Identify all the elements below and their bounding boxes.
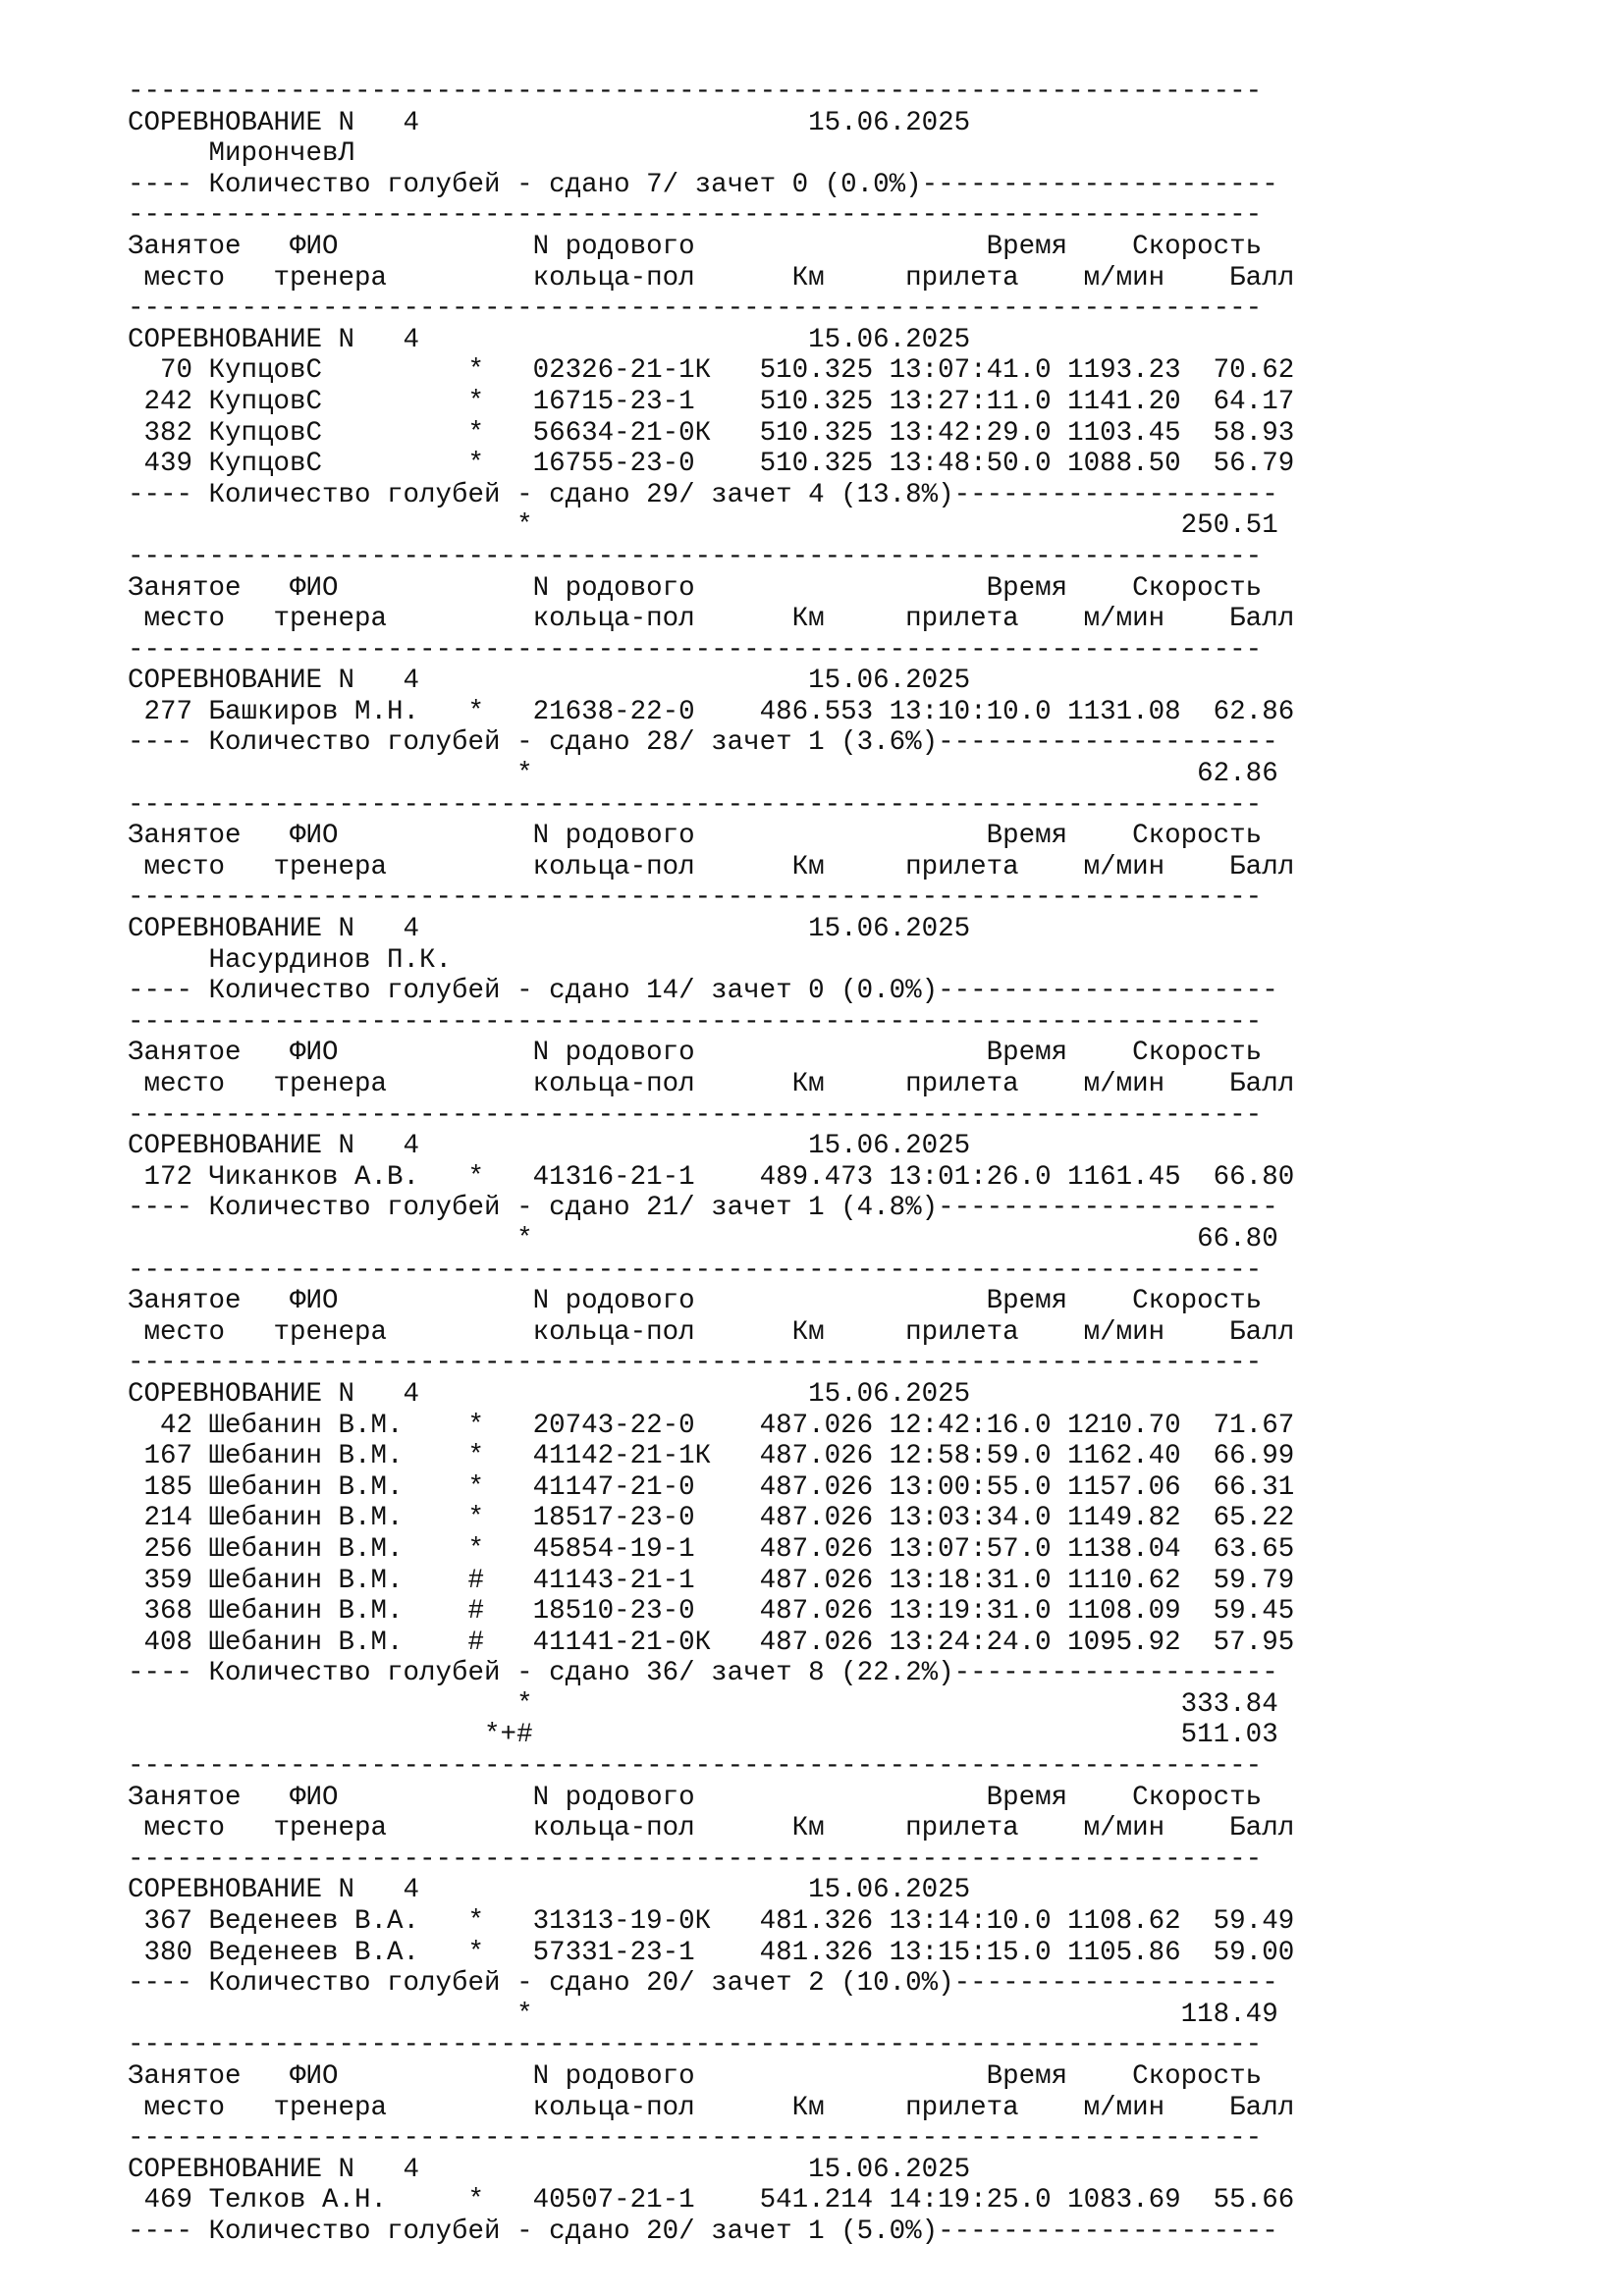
- result-row: 167 Шебанин В.М. * 41142-21-1К 487.026 12:58:59.0 1162.40 66.99: [128, 1441, 1295, 1472]
- table-header-row-2: место тренера кольца-пол Км прилета м/мин Балл: [128, 604, 1295, 635]
- separator-line: ----------------------------------------------------------------------: [128, 1099, 1263, 1131]
- table-header-row-1: Занятое ФИО N родового Время Скорость: [128, 231, 1263, 262]
- total-score-line: * 62.86: [128, 759, 1278, 790]
- separator-line: ----------------------------------------------------------------------: [128, 1255, 1263, 1286]
- table-header-row-1: Занятое ФИО N родового Время Скорость: [128, 1038, 1263, 1069]
- result-row: 408 Шебанин В.М. # 41141-21-0К 487.026 13:24:24.0 1095.92 57.95: [128, 1627, 1295, 1658]
- result-row: 42 Шебанин В.М. * 20743-22-0 487.026 12:42:16.0 1210.70 71.67: [128, 1410, 1295, 1441]
- total-score-line: * 250.51: [128, 510, 1278, 542]
- competition-title: СОРЕВНОВАНИЕ N 4 15.06.2025: [128, 666, 971, 697]
- table-header-row-2: место тренера кольца-пол Км прилета м/мин Балл: [128, 2092, 1295, 2123]
- summary-line: ---- Количество голубей - сдано 14/ зачет 0 (0.0%)---------------------: [128, 976, 1278, 1007]
- table-header-row-2: место тренера кольца-пол Км прилета м/мин Балл: [128, 1813, 1295, 1844]
- result-row: 439 КупцовС * 16755-23-0 510.325 13:48:50.0 1088.50 56.79: [128, 449, 1295, 480]
- competition-title: СОРЕВНОВАНИЕ N 4 15.06.2025: [128, 1875, 971, 1906]
- result-row: 367 Веденеев В.А. * 31313-19-0К 481.326 13:14:10.0 1108.62 59.49: [128, 1906, 1295, 1938]
- summary-line: ---- Количество голубей - сдано 28/ зачет 1 (3.6%)---------------------: [128, 727, 1278, 759]
- separator-line: ----------------------------------------------------------------------: [128, 634, 1263, 666]
- result-row: 359 Шебанин В.М. # 41143-21-1 487.026 13:18:31.0 1110.62 59.79: [128, 1565, 1295, 1596]
- summary-line: ---- Количество голубей - сдано 21/ зачет 1 (4.8%)---------------------: [128, 1193, 1278, 1224]
- table-header-row-2: место тренера кольца-пол Км прилета м/мин Балл: [128, 1069, 1295, 1099]
- table-header-row-2: место тренера кольца-пол Км прилета м/мин Балл: [128, 262, 1295, 294]
- summary-line: ---- Количество голубей - сдано 20/ зачет 1 (5.0%)---------------------: [128, 2216, 1278, 2247]
- competition-title: СОРЕВНОВАНИЕ N 4 15.06.2025: [128, 914, 971, 945]
- table-header-row-2: место тренера кольца-пол Км прилета м/мин Балл: [128, 1316, 1295, 1348]
- total-score-line: * 66.80: [128, 1223, 1278, 1255]
- competition-title: СОРЕВНОВАНИЕ N 4 15.06.2025: [128, 1378, 971, 1410]
- separator-line: ----------------------------------------------------------------------: [128, 1843, 1263, 1875]
- separator-line: ----------------------------------------------------------------------: [128, 200, 1263, 232]
- separator-line: ----------------------------------------------------------------------: [128, 1006, 1263, 1038]
- result-row: 277 Башкиров М.Н. * 21638-22-0 486.553 13:10:10.0 1131.08 62.86: [128, 696, 1295, 727]
- result-row: МирончевЛ: [128, 138, 355, 170]
- result-row: 368 Шебанин В.М. # 18510-23-0 487.026 13:19:31.0 1108.09 59.45: [128, 1596, 1295, 1628]
- result-row: 380 Веденеев В.А. * 57331-23-1 481.326 13:15:15.0 1105.86 59.00: [128, 1937, 1295, 1968]
- result-row: 242 КупцовС * 16715-23-1 510.325 13:27:11.0 1141.20 64.17: [128, 386, 1295, 417]
- result-row: 214 Шебанин В.М. * 18517-23-0 487.026 13:03:34.0 1149.82 65.22: [128, 1503, 1295, 1534]
- summary-line: ---- Количество голубей - сдано 29/ зачет 4 (13.8%)--------------------: [128, 479, 1278, 510]
- total-score-line: *+# 511.03: [128, 1720, 1278, 1751]
- competition-title: СОРЕВНОВАНИЕ N 4 15.06.2025: [128, 324, 971, 355]
- separator-line: ----------------------------------------------------------------------: [128, 1348, 1263, 1379]
- result-row: 382 КупцовС * 56634-21-0К 510.325 13:42:29.0 1103.45 58.93: [128, 417, 1295, 449]
- table-header-row-1: Занятое ФИО N родового Время Скорость: [128, 1286, 1263, 1317]
- table-header-row-2: место тренера кольца-пол Км прилета м/мин Балл: [128, 851, 1295, 882]
- result-row: 469 Телков А.Н. * 40507-21-1 541.214 14:19:25.0 1083.69 55.66: [128, 2185, 1295, 2216]
- result-row: Насурдинов П.К.: [128, 944, 453, 976]
- summary-line: ---- Количество голубей - сдано 20/ зачет 2 (10.0%)--------------------: [128, 1968, 1278, 2000]
- competition-title: СОРЕВНОВАНИЕ N 4 15.06.2025: [128, 1131, 971, 1162]
- separator-line: ----------------------------------------------------------------------: [128, 294, 1263, 325]
- table-header-row-1: Занятое ФИО N родового Время Скорость: [128, 2061, 1263, 2092]
- separator-line: ----------------------------------------------------------------------: [128, 77, 1263, 107]
- table-header-row-1: Занятое ФИО N родового Время Скорость: [128, 1782, 1263, 1813]
- race-results-report: [128, 77, 1294, 2248]
- table-header-row-1: Занятое ФИО N родового Время Скорость: [128, 821, 1263, 852]
- table-header-row-1: Занятое ФИО N родового Время Скорость: [128, 572, 1263, 604]
- separator-line: ----------------------------------------------------------------------: [128, 882, 1263, 914]
- separator-line: ----------------------------------------------------------------------: [128, 1751, 1263, 1783]
- separator-line: ----------------------------------------------------------------------: [128, 2123, 1263, 2155]
- result-row: 256 Шебанин В.М. * 45854-19-1 487.026 13:07:57.0 1138.04 63.65: [128, 1533, 1295, 1565]
- total-score-line: * 333.84: [128, 1688, 1278, 1720]
- competition-title: СОРЕВНОВАНИЕ N 4 15.06.2025: [128, 107, 971, 138]
- result-row: 70 КупцовС * 02326-21-1К 510.325 13:07:41.0 1193.23 70.62: [128, 355, 1295, 387]
- summary-line: ---- Количество голубей - сдано 7/ зачет 0 (0.0%)----------------------: [128, 169, 1278, 200]
- separator-line: ----------------------------------------------------------------------: [128, 2030, 1263, 2061]
- separator-line: ----------------------------------------------------------------------: [128, 789, 1263, 821]
- competition-title: СОРЕВНОВАНИЕ N 4 15.06.2025: [128, 2154, 971, 2185]
- result-row: 185 Шебанин В.М. * 41147-21-0 487.026 13:00:55.0 1157.06 66.31: [128, 1471, 1295, 1503]
- total-score-line: * 118.49: [128, 1999, 1278, 2030]
- result-row: 172 Чиканков А.В. * 41316-21-1 489.473 13:01:26.0 1161.45 66.80: [128, 1161, 1295, 1193]
- separator-line: ----------------------------------------------------------------------: [128, 541, 1263, 572]
- summary-line: ---- Количество голубей - сдано 36/ зачет 8 (22.2%)--------------------: [128, 1658, 1278, 1689]
